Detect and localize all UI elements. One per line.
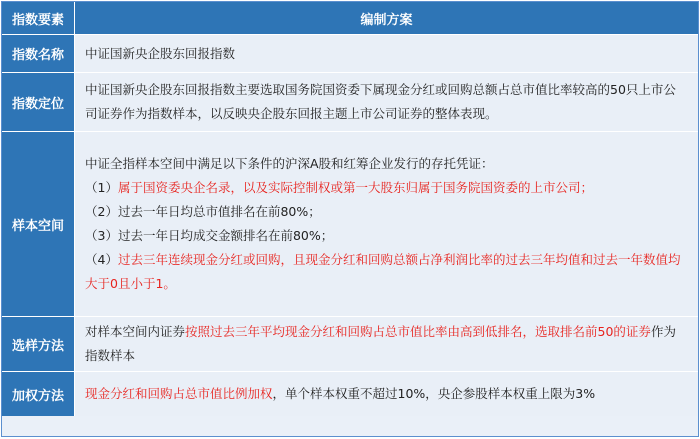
header-col-element: 指数要素 <box>2 2 75 35</box>
condition-1-num: （1） <box>85 180 118 195</box>
sample-space-intro: 中证全指样本空间中满足以下条件的沪深A股和红筹企业发行的存托凭证： <box>85 156 494 171</box>
selection-text <box>85 320 688 368</box>
condition-4-num: （4） <box>85 252 118 267</box>
selection-post: 作为指数样本 <box>85 324 676 363</box>
positioning-text: 中证国新央企股东回报指数主要选取国务院国资委下属现金分红或回购总额占总市值比率较高的50只上市公司证券作为指数样本，以反映央企股东回报主题上市公司证券的整体表现。 <box>85 82 676 121</box>
weighting-highlight: 现金分红和回购占总市值比例加权 <box>85 386 273 401</box>
row-value-name <box>75 35 698 73</box>
index-scheme-table <box>1 1 699 437</box>
selection-highlight: 按照过去三年平均现金分红和回购占总市值比率由高到低排名，选取排名前50的证券 <box>185 324 651 339</box>
condition-4-text: 过去三年连续现金分红或回购，且现金分红和回购总额占净利润比率的过去三年均值和过去一年数值均大于0且小于1。 <box>85 252 681 291</box>
condition-1-text: 属于国资委央企名录，以及实际控制权或第一大股东归属于国务院国资委的上市公司； <box>117 180 593 195</box>
index-name-text: 中证国新央企股东回报指数 <box>85 45 236 61</box>
condition-2: （2）过去一年日均总市值排名在前80%； <box>85 204 321 219</box>
row-key-selection: 选样方法 <box>2 317 75 372</box>
condition-3: （3）过去一年日均成交金额排名在前80%； <box>85 228 334 243</box>
selection-pre: 对样本空间内证券 <box>85 324 186 339</box>
row-key-sample-space: 样本空间 <box>2 132 75 317</box>
condition-1 <box>85 176 688 200</box>
row-value-positioning <box>75 73 698 132</box>
condition-4 <box>85 248 688 296</box>
row-key-weighting: 加权方法 <box>2 372 75 416</box>
row-key-name: 指数名称 <box>2 35 75 73</box>
row-value-weighting <box>75 372 698 416</box>
weighting-text <box>85 382 688 406</box>
row-key-positioning: 指数定位 <box>2 73 75 132</box>
row-value-selection <box>75 317 698 372</box>
weighting-post: ，单个样本权重不超过10%，央企参股样本权重上限为3% <box>272 386 596 401</box>
header-col-scheme: 编制方案 <box>75 2 698 35</box>
row-value-sample-space <box>75 132 698 317</box>
